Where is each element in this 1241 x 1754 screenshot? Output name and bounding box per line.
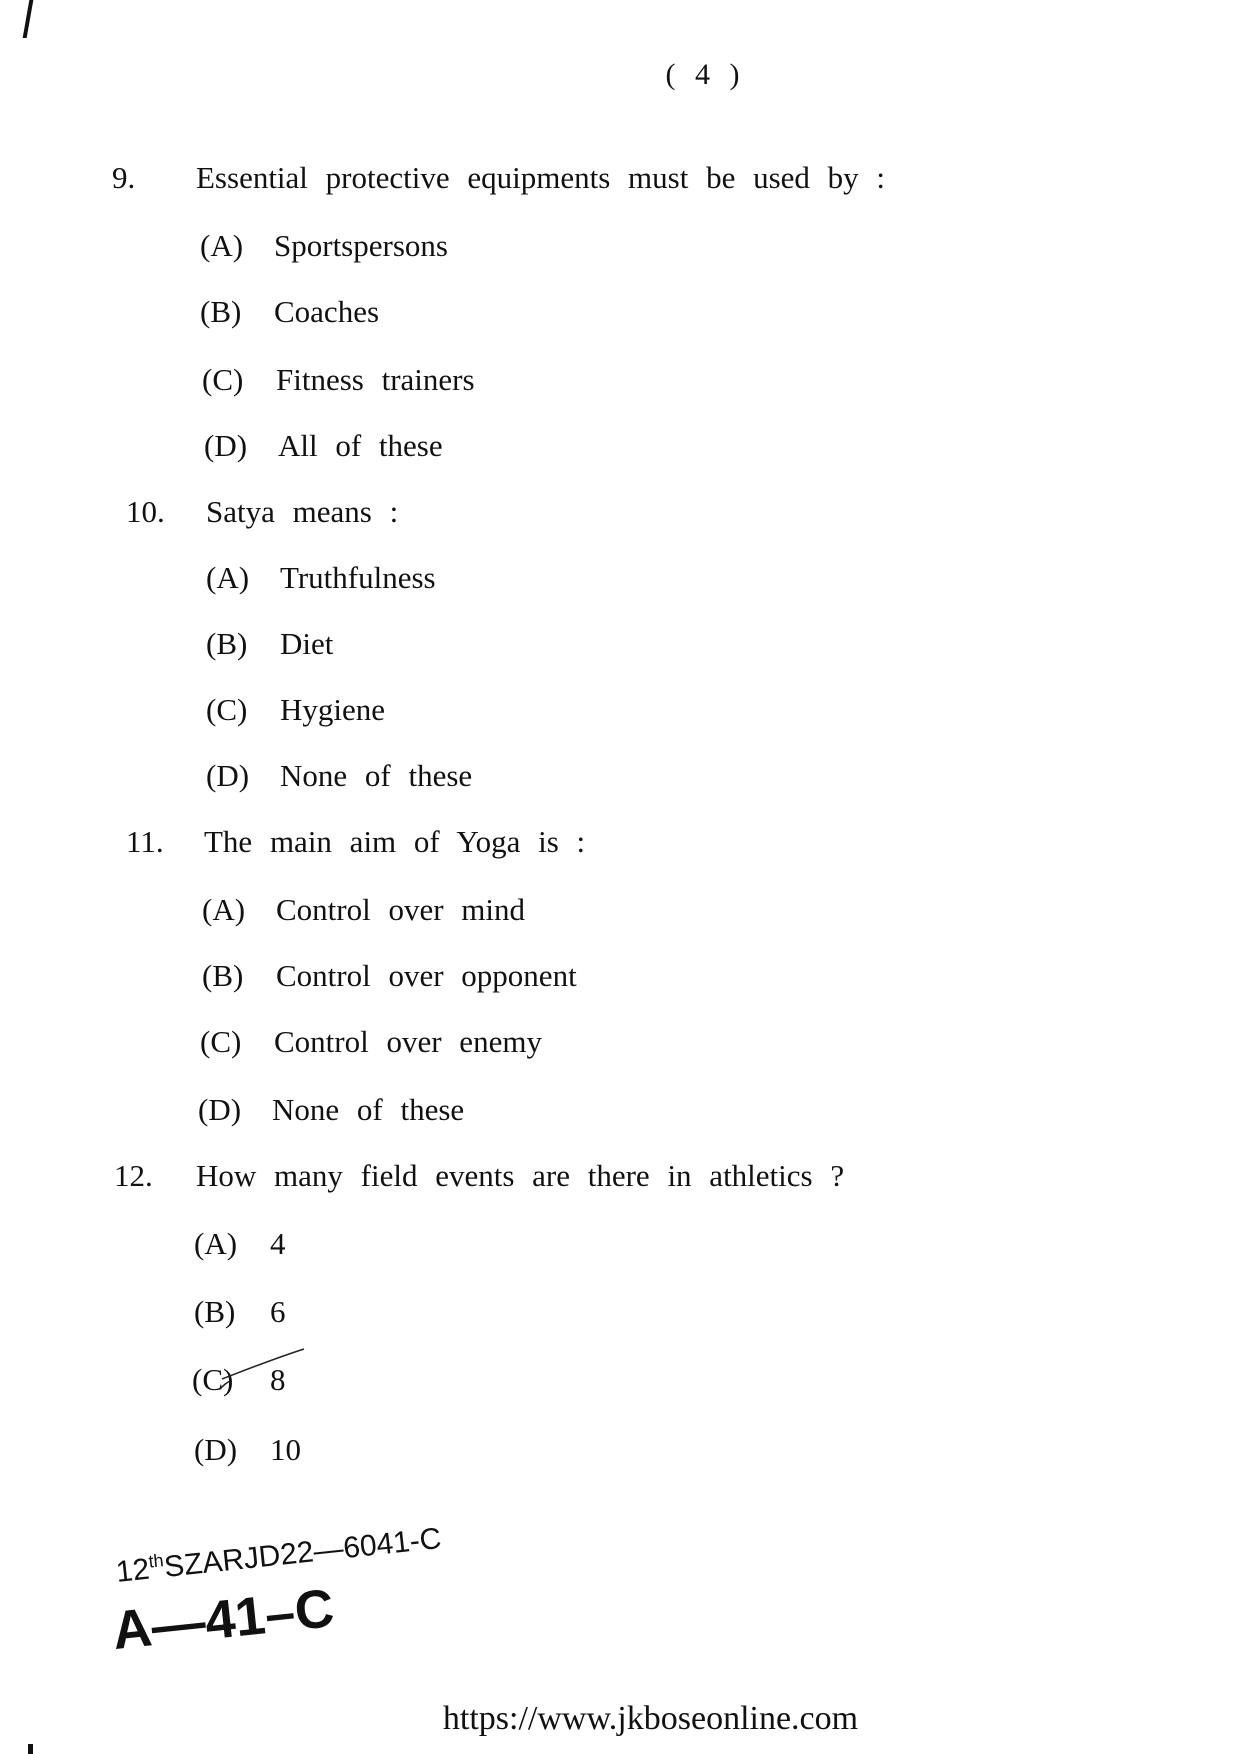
- option-label: (C): [202, 362, 244, 397]
- option-text: Control over mind: [276, 892, 526, 927]
- option-label: (D): [198, 1092, 242, 1127]
- option-item: [194, 1226, 286, 1262]
- option-item: [194, 1432, 301, 1468]
- option-item: [200, 294, 379, 330]
- question-text: The main aim of Yoga is :: [204, 824, 586, 859]
- option-text: 4: [270, 1226, 286, 1261]
- option-item: [198, 1092, 464, 1128]
- footer-url: https://www.jkboseonline.com: [442, 1700, 859, 1737]
- handwritten-tick-mark: [218, 1345, 308, 1395]
- option-text: Truthfulness: [280, 560, 436, 595]
- option-label: (A): [206, 560, 250, 595]
- corner-scan-mark: [23, 0, 34, 38]
- option-text: 6: [270, 1294, 286, 1329]
- option-label: (D): [194, 1432, 238, 1467]
- option-label: (C): [200, 1024, 242, 1059]
- series-code: A—41–C: [109, 1578, 337, 1662]
- question-number: 10.: [126, 494, 165, 529]
- option-item: [200, 1024, 542, 1060]
- question-text: Essential protective equipments must be used by :: [196, 160, 886, 195]
- option-label: (B): [202, 958, 244, 993]
- option-label: (C): [206, 692, 248, 727]
- option-label: (D): [204, 428, 248, 463]
- option-item: [202, 892, 525, 928]
- option-text: None of these: [280, 758, 473, 793]
- option-label: (B): [206, 626, 248, 661]
- option-label: (B): [200, 294, 242, 329]
- option-text: Control over enemy: [274, 1024, 542, 1059]
- option-item: [202, 362, 475, 398]
- option-text: Diet: [280, 626, 334, 661]
- option-item: [206, 692, 385, 728]
- option-text: None of these: [272, 1092, 465, 1127]
- option-item: [204, 428, 443, 464]
- paper-code-suffix: SZARJD22—6041-C: [162, 1522, 443, 1584]
- option-item: [194, 1294, 286, 1330]
- option-label: (C): [192, 1362, 234, 1397]
- question-text: Satya means :: [206, 494, 399, 529]
- option-item: [206, 626, 333, 662]
- option-label: (A): [194, 1226, 238, 1261]
- page-number: ( 4 ): [665, 58, 746, 91]
- paper-code: [114, 1521, 443, 1590]
- option-text: Sportspersons: [274, 228, 448, 263]
- option-label: (A): [202, 892, 246, 927]
- option-item: [206, 560, 436, 596]
- option-text: Control over opponent: [276, 958, 577, 993]
- question-text: How many field events are there in athletics ?: [196, 1158, 845, 1193]
- option-item: [202, 958, 577, 994]
- option-text: Coaches: [274, 294, 380, 329]
- option-text: All of these: [278, 428, 443, 463]
- option-text: Hygiene: [280, 692, 386, 727]
- question-number: 11.: [126, 824, 164, 859]
- option-text: Fitness trainers: [276, 362, 475, 397]
- option-text: 10: [270, 1432, 301, 1467]
- option-item: [200, 228, 448, 264]
- question-number: 9.: [112, 160, 136, 195]
- option-label: (A): [200, 228, 244, 263]
- bottom-scan-mark: [28, 1744, 33, 1754]
- paper-code-sup: th: [147, 1550, 165, 1572]
- option-text: 8: [270, 1362, 286, 1397]
- question-number: 12.: [114, 1158, 153, 1193]
- option-label: (D): [206, 758, 250, 793]
- option-label: (B): [194, 1294, 236, 1329]
- paper-code-prefix: 12: [114, 1552, 152, 1590]
- option-item: [206, 758, 472, 794]
